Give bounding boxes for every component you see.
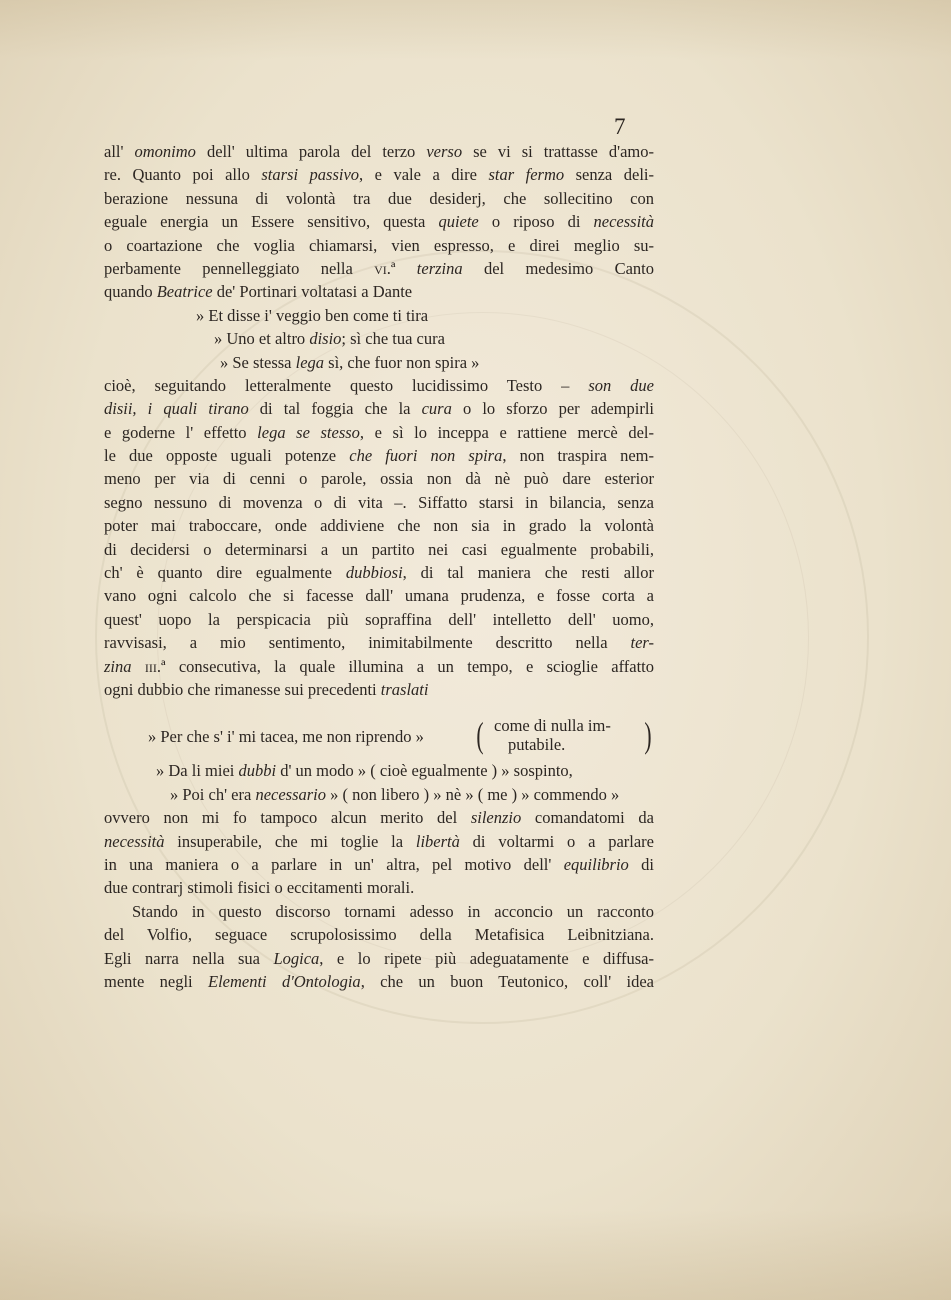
text-run: all' bbox=[104, 142, 135, 161]
text-line bbox=[104, 257, 654, 280]
verse-line bbox=[104, 759, 654, 782]
text-run: de' Portinari voltatasi a Dante bbox=[212, 282, 413, 302]
text-run: quest' uopo la perspicacia più sopraffina dell' intelletto dell' uomo, bbox=[104, 609, 654, 629]
text-run: vi.ª bbox=[374, 258, 396, 278]
italic-run: necessità bbox=[104, 831, 165, 851]
text-run: poter mai traboccare, onde addiviene che non sia in grado la volontà bbox=[104, 516, 654, 536]
italic-run: son due bbox=[588, 375, 654, 395]
italic-run: terzina bbox=[416, 258, 463, 278]
text-line bbox=[104, 491, 654, 514]
text-line bbox=[104, 947, 654, 970]
italic-run: omonimo bbox=[134, 142, 196, 161]
italic-run: necessario bbox=[255, 784, 327, 804]
text-run: le due opposte uguali potenze bbox=[104, 446, 350, 466]
page-number: 7 bbox=[614, 114, 626, 139]
text-line bbox=[104, 830, 654, 853]
text-run: iii.ª bbox=[144, 656, 166, 676]
italic-run: disio bbox=[309, 329, 342, 349]
text-run: perbamente pennelleggiato nella bbox=[104, 258, 375, 278]
text-run: in una maniera o a parlare in un' altra, pel motivo dell' bbox=[104, 854, 564, 874]
text-run: senza deli- bbox=[564, 165, 654, 185]
text-run: Stando in questo discorso tornami adesso in acconcio un racconto bbox=[132, 901, 654, 921]
italic-run: dubbiosi bbox=[345, 563, 403, 583]
verse-line bbox=[104, 783, 654, 806]
text-run: d' un modo » ( cioè egualmente ) » sospinto, bbox=[276, 761, 573, 781]
text-run: Egli narra nella sua bbox=[104, 948, 274, 968]
italic-run: lega se stesso bbox=[257, 422, 360, 442]
text-run: ; sì che tua cura bbox=[341, 329, 445, 349]
italic-run: necessità bbox=[593, 212, 654, 232]
italic-run: che fuori non spira bbox=[349, 446, 503, 466]
text-run: berazione nessuna di volontà tra due desiderj, che sollecitino con bbox=[104, 188, 654, 208]
text-run: insuperabile, che mi toglie la bbox=[164, 831, 416, 851]
italic-run: equilibrio bbox=[563, 854, 629, 874]
text-run: ogni dubbio che rimanesse sui precedenti bbox=[104, 679, 381, 699]
text-run: » Per che s' i' mi tacea, me non riprendo » bbox=[148, 727, 424, 747]
italic-run: Logica bbox=[273, 948, 320, 968]
text-line bbox=[104, 900, 654, 923]
italic-run: disii, i quali tirano bbox=[104, 399, 249, 419]
text-run: di decidersi o determinarsi a un partito nei casi egualmente probabili, bbox=[104, 539, 654, 559]
brace-note bbox=[474, 715, 654, 759]
text-run: , e sì lo inceppa e rattiene mercè del- bbox=[359, 422, 654, 442]
text-run: quando bbox=[104, 282, 157, 302]
paper-stain-bottom bbox=[0, 1210, 951, 1300]
text-line bbox=[104, 514, 654, 537]
italic-run: dubbi bbox=[238, 761, 277, 781]
text-run: eguale energia un Essere sensitivo, questa bbox=[104, 212, 439, 232]
text-run: dell' ultima parola del terzo bbox=[195, 142, 427, 161]
text-run: o coartazione che voglia chiamarsi, vien espresso, e direi meglio su- bbox=[104, 235, 654, 255]
text-run: mente negli bbox=[104, 971, 208, 991]
text-run: , di tal maniera che resti allor bbox=[402, 563, 654, 583]
text-run bbox=[395, 259, 416, 278]
italic-run: silenzio bbox=[470, 808, 522, 828]
brace-note-top: come di nulla im- bbox=[494, 716, 611, 736]
text-run: , e vale a dire bbox=[359, 165, 489, 185]
text-run bbox=[132, 657, 145, 676]
text-line bbox=[104, 538, 654, 561]
italic-run: cura bbox=[421, 399, 452, 419]
text-line bbox=[104, 140, 654, 163]
italic-run: ter- bbox=[630, 633, 654, 653]
text-run: consecutiva, la quale illumina a un tempo, e scioglie affatto bbox=[165, 656, 655, 676]
text-line bbox=[104, 210, 654, 233]
italic-run: zina bbox=[104, 656, 132, 676]
verse-with-brace bbox=[104, 715, 654, 759]
text-run: ravvisasi, a mio sentimento, inimitabilmente descritto nella bbox=[104, 633, 631, 653]
text-run: , non traspira nem- bbox=[502, 446, 654, 466]
text-run: segno nessuno di movenza o di vita –. Siffatto starsi in bilancia, senza bbox=[104, 492, 654, 512]
text-line bbox=[104, 631, 654, 654]
text-line bbox=[104, 584, 654, 607]
text-run: comandatomi da bbox=[521, 808, 654, 828]
text-run: , che un buon Teutonico, coll' idea bbox=[360, 971, 655, 991]
text-line bbox=[104, 853, 654, 876]
text-line bbox=[104, 234, 654, 257]
text-run: » ( non libero ) » nè » ( me ) » commendo » bbox=[326, 784, 620, 804]
text-run: meno per via di cenni o parole, ossia non dà nè può dare esterior bbox=[104, 469, 654, 489]
text-run: di bbox=[628, 854, 654, 874]
verse-line bbox=[104, 727, 424, 746]
verse-line bbox=[104, 351, 654, 374]
brace-note-bottom: putabile. bbox=[508, 735, 566, 755]
text-run: » Poi ch' era bbox=[170, 784, 256, 804]
body-text bbox=[104, 140, 654, 993]
text-line bbox=[104, 561, 654, 584]
italic-run: quiete bbox=[438, 212, 479, 232]
text-run: » Uno et altro bbox=[214, 329, 310, 349]
italic-run: starsi passivo bbox=[261, 165, 360, 185]
text-run: vano ogni calcolo che si facesse dall' umana prudenza, e fosse corta a bbox=[104, 586, 654, 606]
text-line bbox=[104, 655, 654, 678]
text-run: ch' è quanto dire egualmente bbox=[104, 563, 346, 583]
text-run: se vi si trattasse d'amo- bbox=[462, 142, 654, 161]
text-run: di tal foggia che la bbox=[248, 399, 422, 419]
text-line bbox=[104, 923, 654, 946]
text-line bbox=[104, 678, 654, 701]
italic-run: traslati bbox=[380, 679, 429, 699]
text-run: del medesimo Canto bbox=[462, 258, 654, 278]
text-line bbox=[104, 876, 654, 899]
italic-run: Elementi d'Ontologia bbox=[208, 971, 361, 991]
italic-run: lega bbox=[295, 352, 325, 372]
text-run: del Volfio, seguace scrupolosissimo della Metafisica Leibnitziana. bbox=[104, 925, 654, 945]
text-run: o riposo di bbox=[478, 212, 594, 232]
text-run: » Da li miei bbox=[156, 761, 239, 781]
italic-run: star fermo bbox=[488, 165, 565, 185]
text-run: o lo sforzo per adempirli bbox=[451, 399, 654, 419]
text-run: due contrarj stimoli fisici o eccitamenti morali. bbox=[104, 878, 415, 898]
text-line bbox=[104, 970, 654, 993]
text-line bbox=[104, 608, 654, 631]
text-line bbox=[104, 421, 654, 444]
text-run: e goderne l' effetto bbox=[104, 422, 258, 442]
text-line bbox=[104, 163, 654, 186]
text-run: » Et disse i' veggio ben come ti tira bbox=[196, 305, 429, 325]
text-line bbox=[104, 374, 654, 397]
italic-run: verso bbox=[426, 142, 463, 161]
text-line bbox=[104, 444, 654, 467]
text-run: ovvero non mi fo tampoco alcun merito del bbox=[104, 808, 471, 828]
text-run: re. Quanto poi allo bbox=[104, 165, 262, 185]
right-brace: ) bbox=[644, 715, 652, 756]
text-run: di voltarmi o a parlare bbox=[459, 831, 654, 851]
text-run: » Se stessa bbox=[220, 352, 296, 372]
verse-line bbox=[104, 304, 654, 327]
text-run: sì, che fuor non spira » bbox=[324, 352, 480, 372]
text-line bbox=[104, 187, 654, 210]
left-brace: ( bbox=[476, 715, 484, 756]
text-run: , e lo ripete più adeguatamente e diffusa- bbox=[319, 948, 654, 968]
italic-run: libertà bbox=[415, 831, 460, 851]
text-line bbox=[104, 397, 654, 420]
text-line bbox=[104, 806, 654, 829]
text-run: cioè, seguitando letteralmente questo lucidissimo Testo – bbox=[104, 375, 589, 395]
text-line bbox=[104, 467, 654, 490]
text-line bbox=[104, 280, 654, 303]
paper-stain-top bbox=[0, 0, 951, 60]
verse-line bbox=[104, 327, 654, 350]
italic-run: Beatrice bbox=[156, 282, 213, 302]
